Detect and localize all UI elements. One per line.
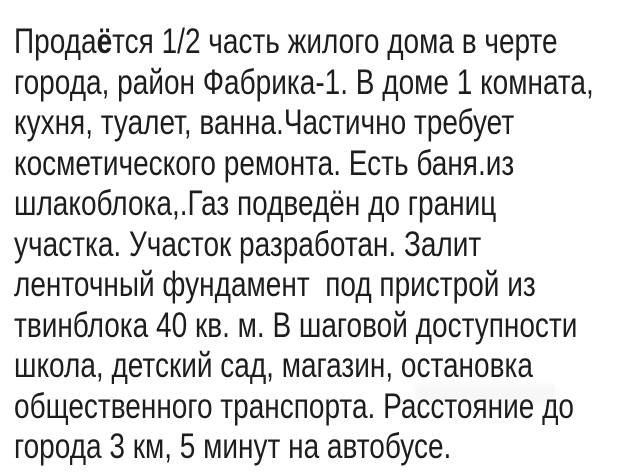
line1-suffix: тся 1/2 часть жилого дома в черте [112,22,558,61]
listing-text-line: шлакоблока,.Газ подведён до границ [14,184,497,223]
listing-text-line: участка. Участок разработан. Залит [14,224,482,264]
listing-text-line: школа, детский сад, магазин, остановка [14,346,533,385]
listing-text-line: косметического ремонта. Есть баня.из [14,143,515,183]
listing-text-line: общественного транспорта. Расстояние до [14,386,574,426]
listing-text-line [14,22,558,63]
listing-text-line: твинблока 40 кв. м. В шаговой доступности [14,305,578,345]
line1-prefix: Прода [14,22,97,61]
line1-bold-letter: ё [96,22,113,61]
listing-text-line: города 3 км, 5 минут на автобусе. [14,427,452,466]
listing-text-line: города, район Фабрика-1. В доме 1 комната, [14,62,594,102]
listing-text-line: кухня, туалет, ванна.Частично требует [14,103,515,142]
listing-text-line: ленточный фундамент под пристрой из [14,265,536,304]
